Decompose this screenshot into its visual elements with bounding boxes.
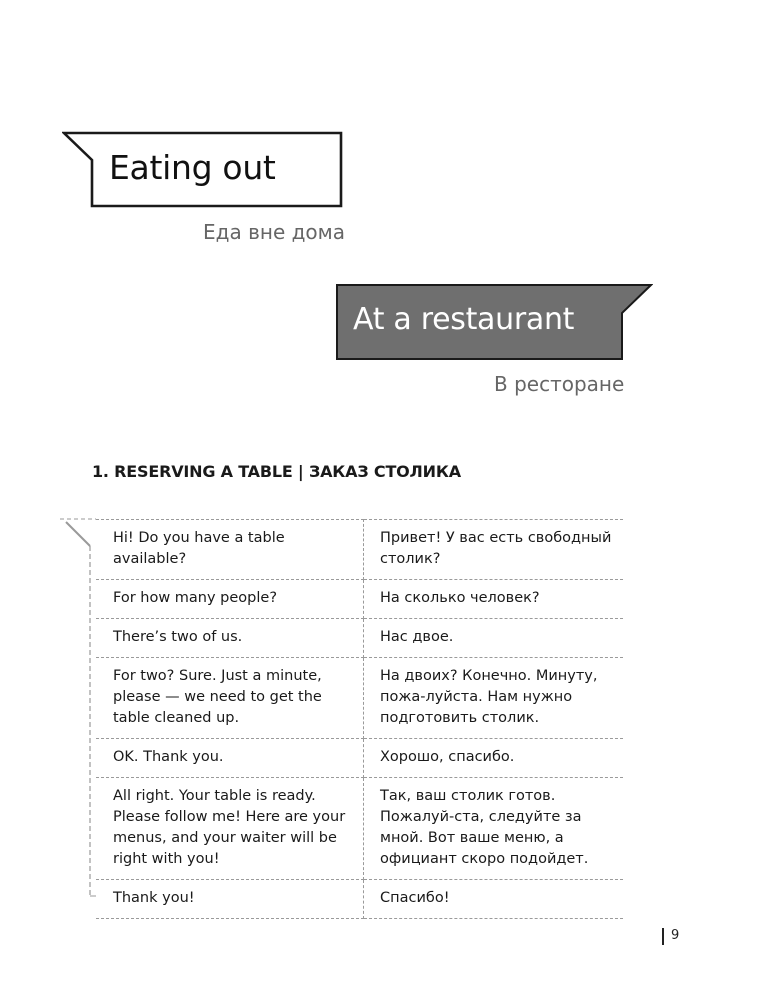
dialog-bracket-decoration [60,518,100,900]
table-row [96,880,623,919]
page-number-bar [662,928,664,945]
english-phrase: For how many people? [96,580,364,619]
dialog-table [96,519,623,919]
section-heading: 1. RESERVING A TABLE | ЗАКАЗ СТОЛИКА [92,462,461,481]
page-number: 9 [671,928,680,943]
english-phrase: Hi! Do you have a table available? [96,520,364,580]
table-row [96,580,623,619]
table-row [96,658,623,739]
english-phrase: OK. Thank you. [96,739,364,778]
english-phrase: Thank you! [96,880,364,919]
russian-phrase: Так, ваш столик готов. Пожалуй-ста, следуйте за мной. Вот ваше меню, а официант скоро подойдет. [364,778,624,880]
russian-phrase: Спасибо! [364,880,624,919]
russian-phrase: На двоих? Конечно. Минуту, пожа-луйста. Нам нужно подготовить столик. [364,658,624,739]
page-title: Eating out [109,148,276,187]
russian-phrase: Привет! У вас есть свободный столик? [364,520,624,580]
russian-phrase: На сколько человек? [364,580,624,619]
english-phrase: All right. Your table is ready. Please follow me! Here are your menus, and your waiter will be right with you! [96,778,364,880]
english-phrase: There’s two of us. [96,619,364,658]
russian-phrase: Хорошо, спасибо. [364,739,624,778]
table-row [96,739,623,778]
page-title-translation: Еда вне дома [203,220,346,244]
table-row [96,778,623,880]
table-row [96,619,623,658]
table-row [96,520,623,580]
topic-title-translation: В ресторане [494,372,625,396]
english-phrase: For two? Sure. Just a minute, please — we need to get the table cleaned up. [96,658,364,739]
topic-title: At a restaurant [353,302,575,337]
russian-phrase: Нас двое. [364,619,624,658]
